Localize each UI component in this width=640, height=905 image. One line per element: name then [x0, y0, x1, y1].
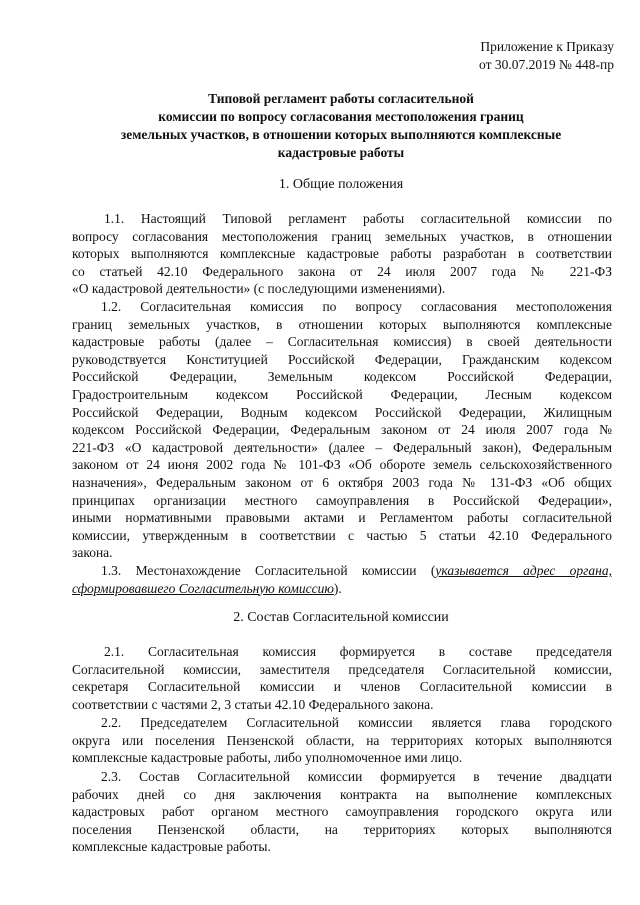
paragraph-line: Согласительной комиссии, заместителя председателя Согласительной комиссии, [72, 661, 612, 677]
title-line: Типовой регламент работы согласительной [208, 91, 474, 106]
paragraph-line: 1.2. Согласительная комиссия по вопросу согласования местоположения [101, 299, 612, 314]
paragraph-2-3 [72, 768, 612, 856]
paragraph-line: вопросу согласования местоположения границ земельных участков, в отношении [72, 228, 612, 244]
paragraph-line: Российской Федерации, Земельным кодексом Российской Федерации, [72, 369, 612, 385]
paragraph-line: которых выполняются комплексные кадастровые работы разработан в соответствии [72, 246, 612, 262]
paragraph-line: 2.3. Состав Согласительной комиссии формируется в течение двадцати [101, 769, 612, 784]
paragraph-line: комиссии, утвержденным в соответствии с частью 5 статьи 42.10 Федерального [72, 527, 612, 543]
paragraph-line: Российской Федерации, Водным кодексом Российской Федерации, Жилищным [72, 404, 612, 420]
paragraph-line: принципах организации местного самоуправления в Российской Федерации», [72, 492, 612, 508]
document-title [70, 90, 612, 162]
paragraph-line: кодексом Российской Федерации, Федеральным законом от 24 июля 2007 года № [72, 422, 612, 438]
paragraph-line: комплексные кадастровые работы. [72, 839, 271, 855]
paragraph-line: кадастровых работ органом местного самоуправления городского округа или [72, 804, 612, 820]
paragraph-1-1 [72, 210, 612, 298]
paragraph-line: закона. [72, 545, 113, 561]
paragraph-line: 1.1. Настоящий Типовой регламент работы согласительной комиссии по [104, 211, 612, 226]
paragraph-line: границ земельных участков, в отношении которых выполняются комплексные [72, 316, 612, 332]
paragraph-line: Градостроительным кодексом Российской Федерации, Лесным кодексом [72, 386, 612, 402]
paragraph-line: иными нормативными правовыми актами и Регламентом работы согласительной [72, 510, 612, 526]
paragraph-line: рабочих дней со дня заключения контракта на выполнение комплексных [72, 786, 612, 802]
paragraph-line [72, 562, 612, 580]
paragraph-line: со статьей 42.10 Федерального закона от 24 июля 2007 года № 221-ФЗ [72, 263, 612, 279]
placeholder-text: сформировавшего Согласительную комиссию [72, 580, 334, 596]
paragraph-line: 2.1. Согласительная комиссия формируется в составе председателя [104, 644, 612, 659]
paragraph-line: секретаря Согласительной комиссии и членов Согласительной комиссии в [72, 679, 612, 695]
paragraph-line: кадастровые работы (далее – Согласительная комиссия) в своей деятельности [72, 334, 612, 350]
paragraph-line: «О кадастровой деятельности» (с последующими изменениями). [72, 281, 446, 297]
paragraph-line [72, 580, 612, 598]
paragraph-1-3 [72, 562, 612, 597]
paragraph-line: соответствии с частями 2, 3 статьи 42.10 Федерального закона. [72, 696, 434, 712]
paragraph-line: комплексные кадастровые работы, либо уполномоченное ими лицо. [72, 750, 463, 766]
appendix-line: Приложение к Приказу [480, 39, 614, 54]
paragraph-2-2 [72, 714, 612, 767]
appendix-note [444, 38, 614, 74]
title-line: комиссии по вопросу согласования местоположения границ [158, 109, 524, 124]
paragraph-line: назначения», Федеральным законом от 6 октября 2003 года № 131-ФЗ «Об общих [72, 474, 612, 490]
paragraph-2-1 [72, 643, 612, 713]
paragraph-1-2 [72, 298, 612, 562]
paragraph-line: поселения Пензенской области, на территориях которых выполняются [72, 821, 612, 837]
section-heading-2: 2. Состав Согласительной комиссии [233, 610, 449, 625]
paragraph-line: 2.2. Председателем Согласительной комиссии является глава городского [101, 715, 612, 730]
paragraph-line: 221-ФЗ «О кадастровой деятельности» (далее – Федеральный закон), Федеральным [72, 439, 612, 455]
paragraph-text: 1.3. Местонахождение Согласительной комиссии ( [101, 563, 436, 578]
paragraph-line: руководствуется Конституцией Российской Федерации, Гражданским кодексом [72, 351, 612, 367]
title-line: кадастровые работы [277, 145, 405, 160]
paragraph-line: законом от 24 июня 2002 года № 101-ФЗ «Об обороте земель сельскохозяйственного [72, 457, 612, 473]
section-heading-1: 1. Общие положения [278, 177, 404, 192]
title-line: земельных участков, в отношении которых выполняются комплексные [120, 127, 562, 142]
appendix-line: от 30.07.2019 № 448-пр [479, 57, 614, 72]
paragraph-text: ). [333, 580, 342, 596]
paragraph-line: округа или поселения Пензенской области, на территориях которых выполняются [72, 732, 612, 748]
placeholder-text: указывается адрес органа, [435, 563, 613, 578]
